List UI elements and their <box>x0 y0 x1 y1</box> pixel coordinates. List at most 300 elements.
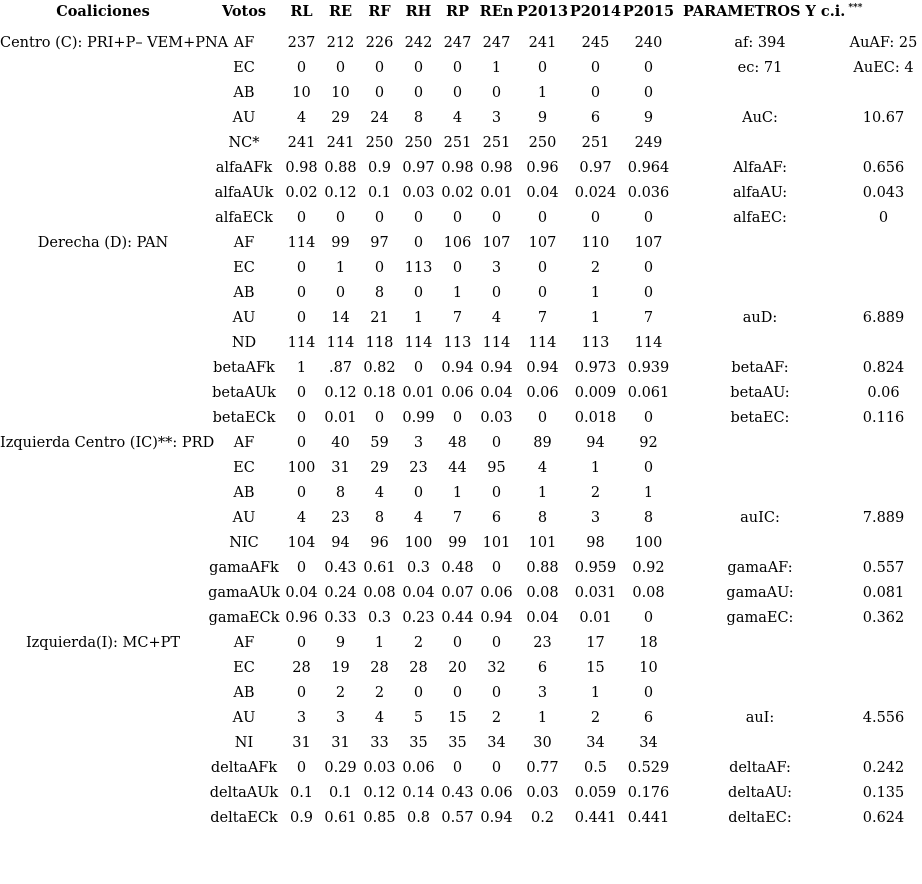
param-value-cell: 0.242 <box>862 759 905 776</box>
table-row <box>0 455 922 480</box>
value-cell: 4 <box>413 509 424 526</box>
votos-label: deltaAFk <box>210 759 278 776</box>
value-cell: 31 <box>292 734 311 751</box>
value-cell: 0 <box>335 284 346 301</box>
value-cell: 0 <box>296 559 307 576</box>
value-cell: 0.88 <box>324 159 357 176</box>
value-cell: 3 <box>537 684 548 701</box>
param-value-cell: 0.043 <box>862 184 905 201</box>
table-row <box>0 480 922 505</box>
value-cell: 0 <box>374 259 385 276</box>
value-cell: 1 <box>643 484 654 501</box>
param-label-cell <box>675 280 845 305</box>
votos-label: gamaAFk <box>209 559 279 576</box>
votos-label: deltaAUk <box>209 784 279 801</box>
value-cell: 0.059 <box>574 784 617 801</box>
value-cell: 0 <box>335 59 346 76</box>
value-cell: 94 <box>331 534 350 551</box>
value-cell: 1 <box>537 84 548 101</box>
value-cell: 4 <box>374 709 385 726</box>
value-cell: 0.07 <box>441 584 474 601</box>
value-cell: 106 <box>443 234 472 251</box>
parametros-label: PARAMETROS Y c.i. <box>683 3 846 20</box>
value-cell: 20 <box>448 659 467 676</box>
value-cell: 1 <box>452 284 463 301</box>
value-cell: 0.94 <box>480 809 513 826</box>
value-cell: 0 <box>643 684 654 701</box>
value-cell: 0.959 <box>574 559 617 576</box>
value-cell: 59 <box>370 434 389 451</box>
coalition-label: Izquierda(I): MC+PT <box>25 634 181 651</box>
parametros-footnote-marker: *** <box>848 3 863 14</box>
votos-label: AF <box>233 34 255 51</box>
param-label-cell <box>675 630 845 655</box>
value-cell: 114 <box>326 334 355 351</box>
value-cell: 0 <box>296 284 307 301</box>
coalition-label <box>0 805 206 830</box>
votos-label: AU <box>232 309 256 326</box>
coalition-label <box>0 555 206 580</box>
value-cell: 251 <box>482 134 511 151</box>
value-cell: 1 <box>590 684 601 701</box>
value-cell: 0.61 <box>363 559 396 576</box>
param-value-cell <box>845 330 922 355</box>
value-cell: 7 <box>537 309 548 326</box>
value-cell: 237 <box>287 34 316 51</box>
col-header-rp: RP <box>446 3 469 20</box>
value-cell: 0 <box>643 259 654 276</box>
value-cell: 0 <box>491 484 502 501</box>
value-cell: 0 <box>413 484 424 501</box>
value-cell: 0 <box>296 684 307 701</box>
param-value-cell: 10.67 <box>862 109 905 126</box>
value-cell: 0 <box>452 84 463 101</box>
coalition-label <box>0 655 206 680</box>
value-cell: 0 <box>452 59 463 76</box>
table-row <box>0 305 922 330</box>
value-cell: 0 <box>643 59 654 76</box>
value-cell: 8 <box>537 509 548 526</box>
coalition-label <box>0 780 206 805</box>
value-cell: 226 <box>365 34 394 51</box>
coalition-label <box>0 605 206 630</box>
value-cell: 3 <box>413 434 424 451</box>
value-cell: 212 <box>326 34 355 51</box>
value-cell: 34 <box>586 734 605 751</box>
param-label-cell: gamaAF: <box>727 559 793 576</box>
value-cell: 0.97 <box>402 159 435 176</box>
value-cell: 3 <box>491 259 502 276</box>
col-header-rh: RH <box>405 3 432 20</box>
value-cell: 0.176 <box>627 784 670 801</box>
value-cell: 0.96 <box>526 159 559 176</box>
coalition-label: Centro (C): PRI+P– VEM+PNA <box>0 34 229 51</box>
votos-label: alfaAFk <box>215 159 273 176</box>
value-cell: 0 <box>296 384 307 401</box>
param-label-cell: af: 394 <box>734 34 786 51</box>
value-cell: 0 <box>643 84 654 101</box>
coalition-label: Izquierda Centro (IC)**: PRD <box>0 434 215 451</box>
value-cell: 96 <box>370 534 389 551</box>
value-cell: 0.441 <box>627 809 670 826</box>
value-cell: 23 <box>331 509 350 526</box>
value-cell: 0.98 <box>285 159 318 176</box>
votos-label: alfaECk <box>215 209 273 226</box>
param-label-cell: betaAU: <box>730 384 790 401</box>
value-cell: 0.441 <box>574 809 617 826</box>
value-cell: 0 <box>491 759 502 776</box>
coalition-label <box>0 355 206 380</box>
param-label-cell: deltaAF: <box>729 759 791 776</box>
value-cell: 1 <box>537 709 548 726</box>
value-cell: 0.48 <box>441 559 474 576</box>
col-header-parametros <box>675 0 922 30</box>
value-cell: 1 <box>590 459 601 476</box>
value-cell: 0 <box>590 59 601 76</box>
param-label-cell: betaEC: <box>730 409 790 426</box>
param-label-cell: alfaAU: <box>732 184 788 201</box>
param-value-cell <box>845 655 922 680</box>
value-cell: 0 <box>335 209 346 226</box>
value-cell: 241 <box>326 134 355 151</box>
param-label-cell <box>675 330 845 355</box>
value-cell: 1 <box>413 309 424 326</box>
value-cell: 7 <box>452 509 463 526</box>
value-cell: 35 <box>448 734 467 751</box>
votos-label: AF <box>233 634 255 651</box>
value-cell: 0.9 <box>367 159 392 176</box>
param-value-cell: 6.889 <box>862 309 905 326</box>
value-cell: 0.98 <box>441 159 474 176</box>
value-cell: 23 <box>533 634 552 651</box>
value-cell: 0.33 <box>324 609 357 626</box>
param-label-cell <box>675 680 845 705</box>
value-cell: 0 <box>296 759 307 776</box>
value-cell: 19 <box>331 659 350 676</box>
value-cell: 8 <box>335 484 346 501</box>
value-cell: 0 <box>413 209 424 226</box>
value-cell: 0.08 <box>632 584 665 601</box>
param-label-cell <box>675 655 845 680</box>
param-value-cell <box>845 255 922 280</box>
value-cell: 2 <box>374 684 385 701</box>
value-cell: 23 <box>409 459 428 476</box>
value-cell: 0.1 <box>328 784 353 801</box>
value-cell: 0.02 <box>441 184 474 201</box>
value-cell: 92 <box>639 434 658 451</box>
col-header-p2014: P2014 <box>569 3 622 20</box>
col-header-ren: REn <box>479 3 514 20</box>
value-cell: 24 <box>370 109 389 126</box>
value-cell: 0 <box>537 284 548 301</box>
value-cell: 14 <box>331 309 350 326</box>
value-cell: 0 <box>491 209 502 226</box>
table-row <box>0 80 922 105</box>
value-cell: 0.2 <box>530 809 555 826</box>
param-value-cell <box>845 430 922 455</box>
value-cell: 101 <box>528 534 557 551</box>
value-cell: 95 <box>487 459 506 476</box>
value-cell: 0 <box>296 434 307 451</box>
coalition-label <box>0 130 206 155</box>
col-header-coaliciones: Coaliciones <box>56 3 150 20</box>
value-cell: 0.036 <box>627 184 670 201</box>
param-value-cell <box>845 280 922 305</box>
value-cell: 6 <box>643 709 654 726</box>
param-label-cell: deltaEC: <box>728 809 792 826</box>
votos-label: AF <box>233 434 255 451</box>
value-cell: 9 <box>537 109 548 126</box>
value-cell: 2 <box>413 634 424 651</box>
value-cell: 0.82 <box>363 359 396 376</box>
value-cell: 0.01 <box>402 384 435 401</box>
value-cell: 30 <box>533 734 552 751</box>
param-value-cell: 0 <box>878 209 889 226</box>
table-row <box>0 630 922 655</box>
value-cell: 34 <box>639 734 658 751</box>
votos-label: AU <box>232 509 256 526</box>
value-cell: 250 <box>528 134 557 151</box>
table-row <box>0 805 922 830</box>
value-cell: 4 <box>296 109 307 126</box>
votos-label: AF <box>233 234 255 251</box>
value-cell: 104 <box>287 534 316 551</box>
value-cell: 1 <box>335 259 346 276</box>
table-row <box>0 430 922 455</box>
value-cell: 0.92 <box>632 559 665 576</box>
value-cell: 5 <box>413 709 424 726</box>
votos-label: NC* <box>228 134 260 151</box>
value-cell: 6 <box>590 109 601 126</box>
value-cell: 0.5 <box>583 759 608 776</box>
value-cell: 0.529 <box>627 759 670 776</box>
value-cell: 0.98 <box>480 159 513 176</box>
value-cell: 0.1 <box>289 784 314 801</box>
col-header-re: RE <box>328 3 353 20</box>
votos-label: NI <box>234 734 254 751</box>
value-cell: 4 <box>491 309 502 326</box>
value-cell: 107 <box>634 234 663 251</box>
param-value-cell: 0.116 <box>862 409 905 426</box>
votos-label: betaAUk <box>212 384 276 401</box>
coalition-label <box>0 405 206 430</box>
value-cell: 0.06 <box>480 784 513 801</box>
value-cell: 0.02 <box>285 184 318 201</box>
value-cell: 0.94 <box>441 359 474 376</box>
value-cell: 240 <box>634 34 663 51</box>
votos-label: ND <box>231 334 257 351</box>
value-cell: 0.01 <box>579 609 612 626</box>
value-cell: 0.12 <box>363 784 396 801</box>
value-cell: 114 <box>404 334 433 351</box>
value-cell: 97 <box>370 234 389 251</box>
value-cell: 3 <box>335 709 346 726</box>
param-value-cell <box>845 630 922 655</box>
param-value-cell: AuAF: 25 <box>849 34 918 51</box>
value-cell: 0.08 <box>526 584 559 601</box>
value-cell: 99 <box>331 234 350 251</box>
table-row <box>0 180 922 205</box>
value-cell: 0 <box>374 84 385 101</box>
coalition-label <box>0 180 206 205</box>
col-header-p2015: P2015 <box>622 3 675 20</box>
votos-label: EC <box>233 259 255 276</box>
param-value-cell: 0.081 <box>862 584 905 601</box>
value-cell: 21 <box>370 309 389 326</box>
value-cell: 0 <box>296 259 307 276</box>
value-cell: 4 <box>537 459 548 476</box>
value-cell: 0 <box>491 434 502 451</box>
value-cell: 4 <box>452 109 463 126</box>
value-cell: 1 <box>590 309 601 326</box>
value-cell: 0.03 <box>480 409 513 426</box>
coalition-label <box>0 255 206 280</box>
votos-label: AU <box>232 109 256 126</box>
value-cell: 0.12 <box>324 384 357 401</box>
param-label-cell <box>675 455 845 480</box>
coalition-label <box>0 480 206 505</box>
value-cell: 35 <box>409 734 428 751</box>
votos-label: AU <box>232 709 256 726</box>
votos-label: EC <box>233 59 255 76</box>
value-cell: 0.061 <box>627 384 670 401</box>
value-cell: 107 <box>482 234 511 251</box>
value-cell: 114 <box>287 234 316 251</box>
coalition-label <box>0 680 206 705</box>
coalition-label <box>0 305 206 330</box>
value-cell: 0.12 <box>324 184 357 201</box>
value-cell: 0.009 <box>574 384 617 401</box>
value-cell: 10 <box>639 659 658 676</box>
value-cell: 0 <box>590 84 601 101</box>
value-cell: 241 <box>528 34 557 51</box>
value-cell: 0.97 <box>579 159 612 176</box>
value-cell: 0 <box>491 84 502 101</box>
param-label-cell: AlfaAF: <box>732 159 788 176</box>
value-cell: 247 <box>443 34 472 51</box>
value-cell: 100 <box>634 534 663 551</box>
value-cell: 3 <box>296 709 307 726</box>
param-value-cell: 0.06 <box>867 384 900 401</box>
value-cell: 7 <box>643 309 654 326</box>
table-row <box>0 255 922 280</box>
value-cell: 0.44 <box>441 609 474 626</box>
votos-label: AB <box>233 684 255 701</box>
value-cell: 2 <box>590 259 601 276</box>
value-cell: 6 <box>491 509 502 526</box>
value-cell: 0 <box>413 84 424 101</box>
param-value-cell: 0.557 <box>862 559 905 576</box>
value-cell: 250 <box>404 134 433 151</box>
coalition-label <box>0 505 206 530</box>
value-cell: 0 <box>452 759 463 776</box>
value-cell: 0 <box>537 259 548 276</box>
value-cell: 0.03 <box>363 759 396 776</box>
value-cell: 0.94 <box>480 609 513 626</box>
value-cell: 0 <box>491 684 502 701</box>
value-cell: 113 <box>404 259 433 276</box>
param-label-cell <box>675 130 845 155</box>
param-value-cell: 0.824 <box>862 359 905 376</box>
value-cell: 0.04 <box>285 584 318 601</box>
value-cell: 0 <box>413 359 424 376</box>
value-cell: 0 <box>643 609 654 626</box>
value-cell: 0 <box>643 284 654 301</box>
table-row <box>0 705 922 730</box>
param-label-cell: betaAF: <box>731 359 789 376</box>
value-cell: 0.964 <box>627 159 670 176</box>
value-cell: 114 <box>482 334 511 351</box>
value-cell: 0 <box>374 209 385 226</box>
col-header-rl: RL <box>290 3 313 20</box>
value-cell: 29 <box>370 459 389 476</box>
votos-label: betaECk <box>212 409 276 426</box>
col-header-rf: RF <box>368 3 391 20</box>
param-label-cell: AuC: <box>742 109 778 126</box>
value-cell: 3 <box>590 509 601 526</box>
value-cell: 8 <box>413 109 424 126</box>
param-label-cell: auIC: <box>740 509 780 526</box>
votos-label: gamaAUk <box>208 584 280 601</box>
value-cell: 0 <box>296 309 307 326</box>
value-cell: 28 <box>292 659 311 676</box>
votos-label: EC <box>233 659 255 676</box>
value-cell: 241 <box>287 134 316 151</box>
value-cell: 0 <box>374 59 385 76</box>
value-cell: 251 <box>443 134 472 151</box>
value-cell: 247 <box>482 34 511 51</box>
value-cell: 0.23 <box>402 609 435 626</box>
value-cell: 0.06 <box>480 584 513 601</box>
table-row <box>0 280 922 305</box>
value-cell: 0.43 <box>441 784 474 801</box>
votos-label: gamaECk <box>208 609 280 626</box>
value-cell: 17 <box>586 634 605 651</box>
table-row <box>0 605 922 630</box>
param-label-cell <box>675 430 845 455</box>
value-cell: 29 <box>331 109 350 126</box>
table-row <box>0 155 922 180</box>
value-cell: 15 <box>448 709 467 726</box>
coalition-label: Derecha (D): PAN <box>37 234 169 251</box>
value-cell: 8 <box>643 509 654 526</box>
param-value-cell <box>845 130 922 155</box>
coalition-label <box>0 205 206 230</box>
value-cell: 0.3 <box>367 609 392 626</box>
value-cell: 0 <box>413 284 424 301</box>
value-cell: 2 <box>335 684 346 701</box>
value-cell: 0 <box>452 409 463 426</box>
value-cell: 0 <box>452 259 463 276</box>
value-cell: 0 <box>491 284 502 301</box>
value-cell: 0 <box>537 409 548 426</box>
value-cell: 10 <box>292 84 311 101</box>
value-cell: 0 <box>537 59 548 76</box>
table-row <box>0 580 922 605</box>
value-cell: 0.04 <box>526 184 559 201</box>
value-cell: 0.04 <box>480 384 513 401</box>
value-cell: 0.031 <box>574 584 617 601</box>
value-cell: 0.08 <box>363 584 396 601</box>
value-cell: 100 <box>287 459 316 476</box>
value-cell: 44 <box>448 459 467 476</box>
votos-label: NIC <box>229 534 259 551</box>
value-cell: 0.01 <box>480 184 513 201</box>
coalition-label <box>0 580 206 605</box>
param-label-cell <box>675 255 845 280</box>
value-cell: 0.18 <box>363 384 396 401</box>
table-row <box>0 230 922 255</box>
